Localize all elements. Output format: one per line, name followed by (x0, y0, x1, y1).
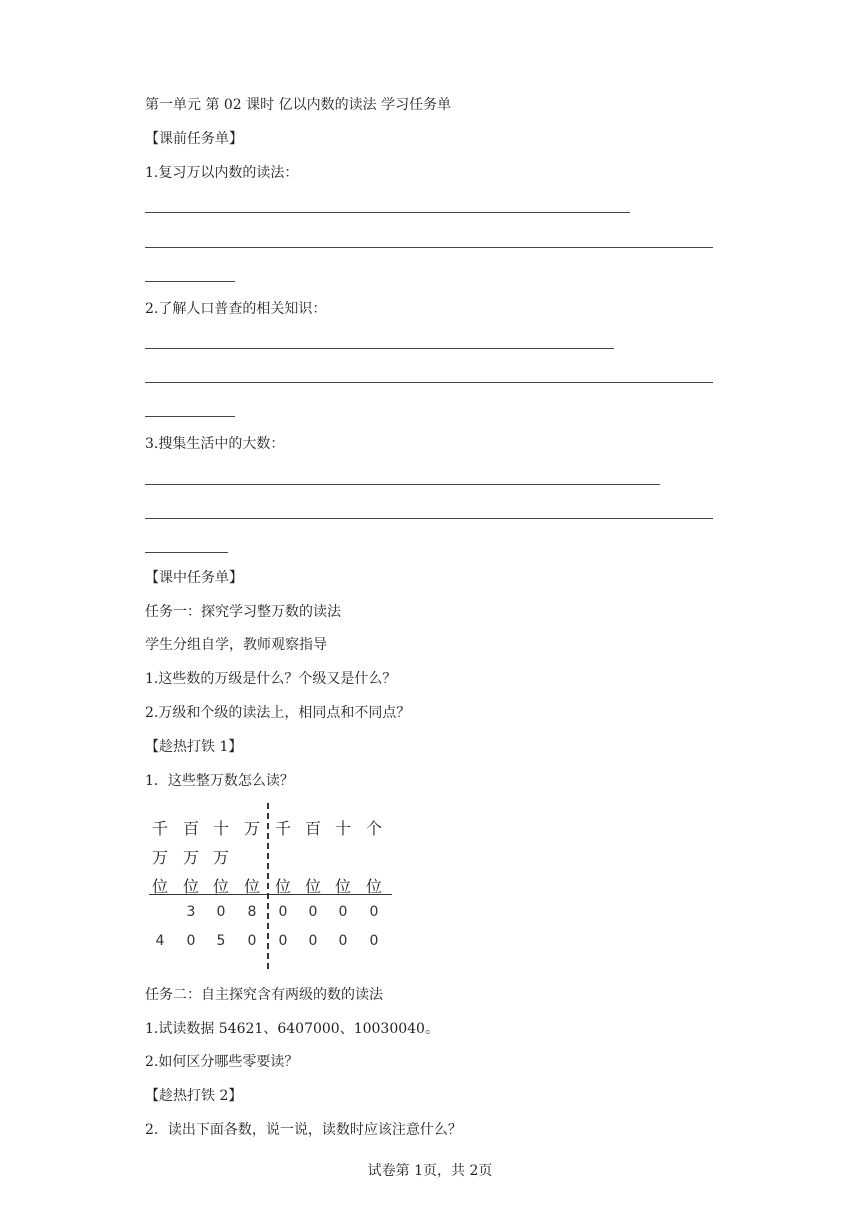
place-header-cell: 千 (274, 819, 291, 838)
digit-cell: 3 (186, 904, 196, 920)
pre-question-2: 2.了解人口普查的相关知识： (145, 301, 327, 317)
digit-cell: 0 (247, 933, 257, 949)
digit-cell: 8 (247, 904, 257, 920)
digit-cell: 0 (186, 933, 196, 949)
place-header-cell: 万 (212, 848, 229, 867)
answer-line[interactable] (145, 247, 713, 248)
digit-cell: 0 (308, 904, 318, 920)
digit-cell: 0 (216, 904, 226, 920)
place-header-cell: 位 (243, 877, 260, 896)
answer-line[interactable] (145, 484, 660, 485)
task2-title: 任务二：自主探究含有两级的数的读法 (145, 987, 383, 1003)
place-header-cell: 万 (151, 848, 168, 867)
place-header-cell: 位 (274, 877, 291, 896)
answer-line[interactable] (145, 382, 713, 383)
task1-question-2: 2.万级和个级的读法上，相同点和不同点？ (145, 705, 411, 721)
digit-cell: 4 (155, 933, 165, 949)
practice1-header: 【趁热打铁 1】 (145, 739, 243, 755)
place-header-cell: 位 (151, 877, 168, 896)
place-header-cell: 万 (182, 848, 199, 867)
task2-question-2: 2.如何区分哪些零要读？ (145, 1054, 299, 1070)
digit-cell: 0 (338, 904, 348, 920)
place-header-cell: 百 (182, 819, 199, 838)
digit-cell: 0 (278, 933, 288, 949)
digit-cell: 0 (278, 904, 288, 920)
place-header-cell: 千 (151, 819, 168, 838)
section-header-pre: 【课前任务单】 (145, 131, 243, 147)
task1-question-1: 1.这些数的万级是什么？个级又是什么？ (145, 671, 397, 687)
place-header-cell: 位 (334, 877, 351, 896)
practice2-question: 2．读出下面各数，说一说，读数时应该注意什么？ (145, 1122, 462, 1138)
digit-cell: 0 (338, 933, 348, 949)
task1-title: 任务一：探究学习整万数的读法 (145, 604, 341, 620)
place-header-cell: 十 (334, 819, 351, 838)
place-header-cell: 位 (212, 877, 229, 896)
place-header-cell: 万 (243, 819, 260, 838)
place-header-cell: 十 (212, 819, 229, 838)
answer-line[interactable] (145, 518, 713, 519)
level-divider (267, 803, 269, 969)
answer-line[interactable] (145, 348, 614, 349)
page-footer: 试卷第 1页，共 2页 (367, 1163, 493, 1179)
place-header-cell: 百 (304, 819, 321, 838)
page-title: 第一单元 第 02 课时 亿以内数的读法 学习任务单 (145, 97, 452, 113)
digit-cell: 0 (369, 904, 379, 920)
answer-line[interactable] (145, 552, 228, 553)
digit-cell: 5 (216, 933, 226, 949)
place-value-table (145, 803, 405, 971)
task1-note: 学生分组自学，教师观察指导 (145, 637, 327, 653)
place-header-cell: 个 (365, 819, 382, 838)
pre-question-3: 3.搜集生活中的大数： (145, 436, 285, 452)
place-header-cell: 位 (304, 877, 321, 896)
digit-cell: 0 (369, 933, 379, 949)
answer-line[interactable] (145, 281, 235, 282)
digit-cell: 0 (308, 933, 318, 949)
place-header-cell: 位 (365, 877, 382, 896)
pre-question-1: 1.复习万以内数的读法： (145, 165, 299, 181)
answer-line[interactable] (145, 212, 630, 213)
practice1-question: 1．这些整万数怎么读？ (145, 773, 294, 789)
section-header-in: 【课中任务单】 (145, 570, 243, 586)
answer-line[interactable] (145, 416, 235, 417)
task2-question-1: 1.试读数据 54621、6407000、10030040。 (145, 1021, 439, 1037)
practice2-header: 【趁热打铁 2】 (145, 1088, 243, 1104)
place-header-cell: 位 (182, 877, 199, 896)
